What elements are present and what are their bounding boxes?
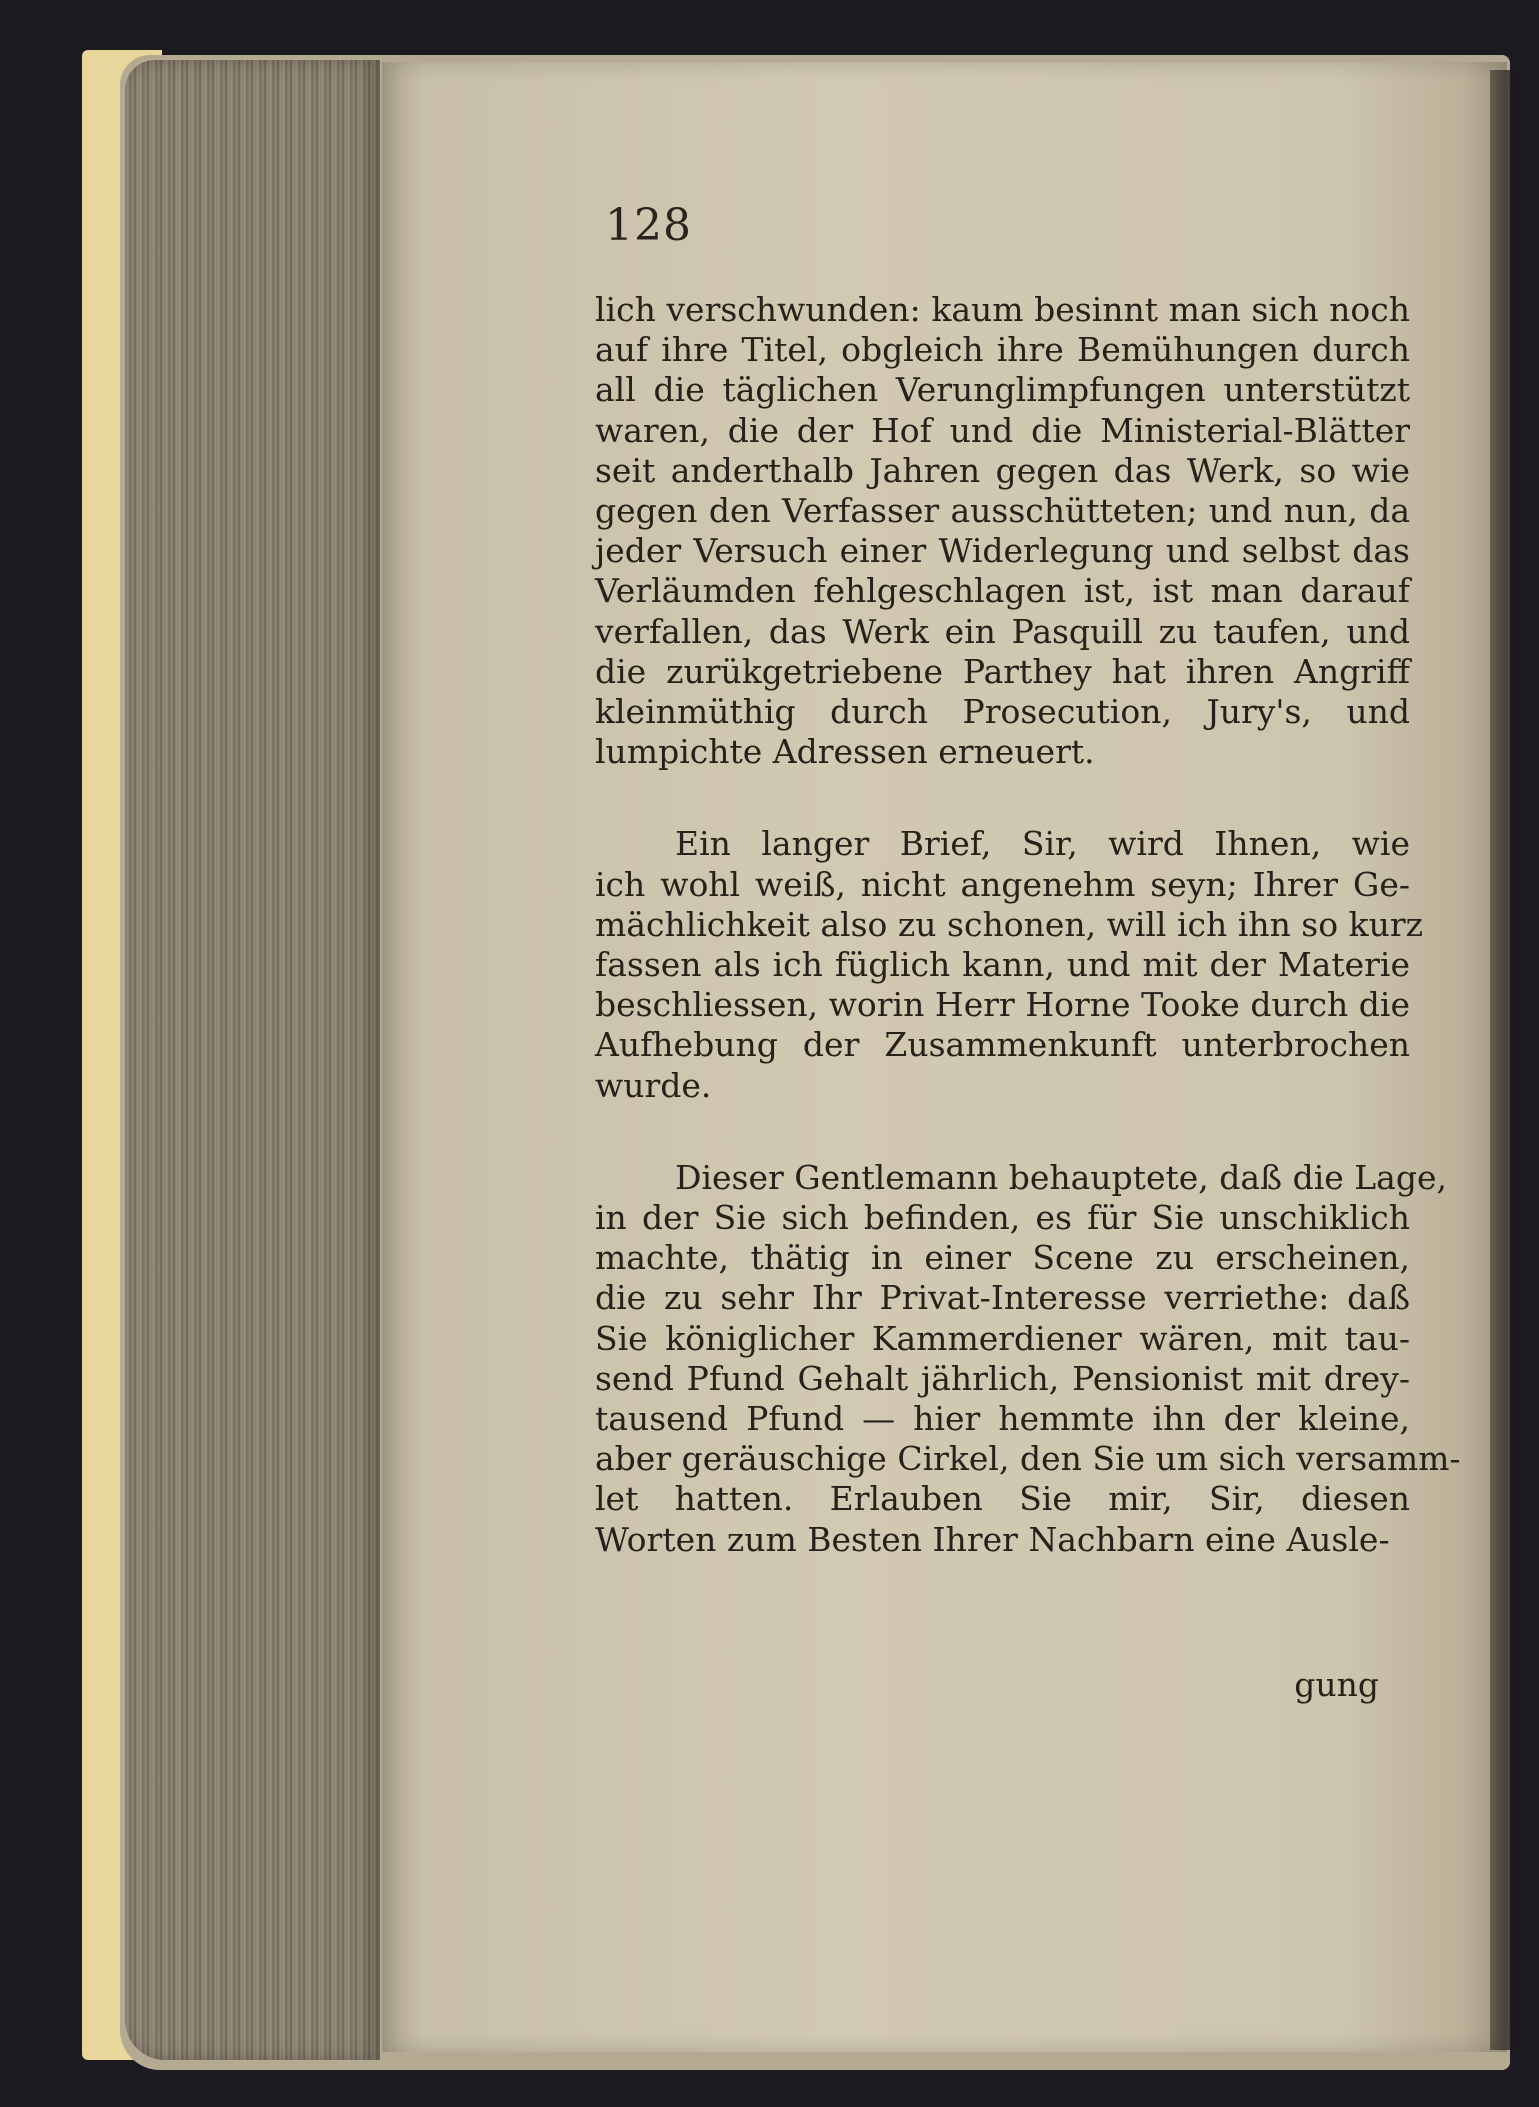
text-line: Aufhebung der Zusammenkunft unterbrochen — [595, 1025, 1410, 1065]
text-line: kleinmüthig durch Prosecution, Jury's, und — [595, 692, 1410, 732]
page-body-text — [595, 290, 1461, 1560]
text-line: lumpichte Adressen erneuert. — [595, 732, 1095, 772]
text-line: jeder Versuch einer Widerlegung und selbst das — [595, 531, 1410, 571]
text-line: gegen den Verfasser ausschütteten; und nun, da — [595, 491, 1410, 531]
text-line: tausend Pfund — hier hemmte ihn der kleine, — [595, 1399, 1410, 1439]
paragraph-gap — [595, 1106, 1410, 1158]
text-line: in der Sie sich befinden, es für Sie unschiklich — [595, 1198, 1410, 1238]
text-line: ich wohl weiß, nicht angenehm seyn; Ihrer Ge- — [595, 864, 1410, 904]
text-line: Sie königlicher Kammerdiener wären, mit tau- — [595, 1318, 1410, 1358]
text-line: mächlichkeit also zu schonen, will ich ihn so kurz — [595, 904, 1424, 944]
text-line: lich verschwunden: kaum besinnt man sich noch — [595, 290, 1410, 329]
text-line: Ein langer Brief, Sir, wird Ihnen, wie — [675, 824, 1410, 864]
text-line: aber geräuschige Cirkel, den Sie um sich versamm- — [595, 1439, 1461, 1479]
text-line: verfallen, das Werk ein Pasquill zu taufen, und — [595, 611, 1410, 651]
text-line: Worten zum Besten Ihrer Nachbarn eine Ausle- — [595, 1519, 1390, 1559]
text-line: beschliessen, worin Herr Horne Tooke durch die — [595, 985, 1410, 1025]
text-line: die zurükgetriebene Parthey hat ihren Angriff — [595, 651, 1410, 691]
page-number: 128 — [605, 200, 692, 251]
paragraph — [595, 824, 1424, 1105]
text-line: send Pfund Gehalt jährlich, Pensionist mit drey- — [595, 1358, 1410, 1398]
text-line: die zu sehr Ihr Privat-Interesse verriethe: daß — [595, 1278, 1410, 1318]
text-line: all die täglichen Verunglimpfungen unterstützt — [595, 370, 1410, 410]
catchword: gung — [1294, 1665, 1379, 1704]
text-line: waren, die der Hof und die Ministerial-Blätter — [595, 410, 1410, 450]
text-line: Dieser Gentlemann behauptete, daß die Lage, — [675, 1157, 1448, 1197]
text-line: machte, thätig in einer Scene zu erscheinen, — [595, 1238, 1410, 1278]
text-line: let hatten. Erlauben Sie mir, Sir, diesen — [595, 1479, 1410, 1519]
text-line: auf ihre Titel, obgleich ihre Bemühungen durch — [595, 330, 1410, 370]
text-line: wurde. — [595, 1065, 712, 1105]
page-edges-stack — [125, 60, 380, 2060]
text-line: fassen als ich füglich kann, und mit der Materie — [595, 945, 1410, 985]
text-line: Verläumden fehlgeschlagen ist, ist man darauf — [595, 571, 1410, 611]
paragraph — [595, 290, 1410, 772]
paragraph — [595, 1157, 1461, 1560]
paragraph-gap — [595, 772, 1410, 824]
gutter-shadow — [1490, 70, 1539, 2050]
text-line: seit anderthalb Jahren gegen das Werk, so wie — [595, 450, 1410, 490]
